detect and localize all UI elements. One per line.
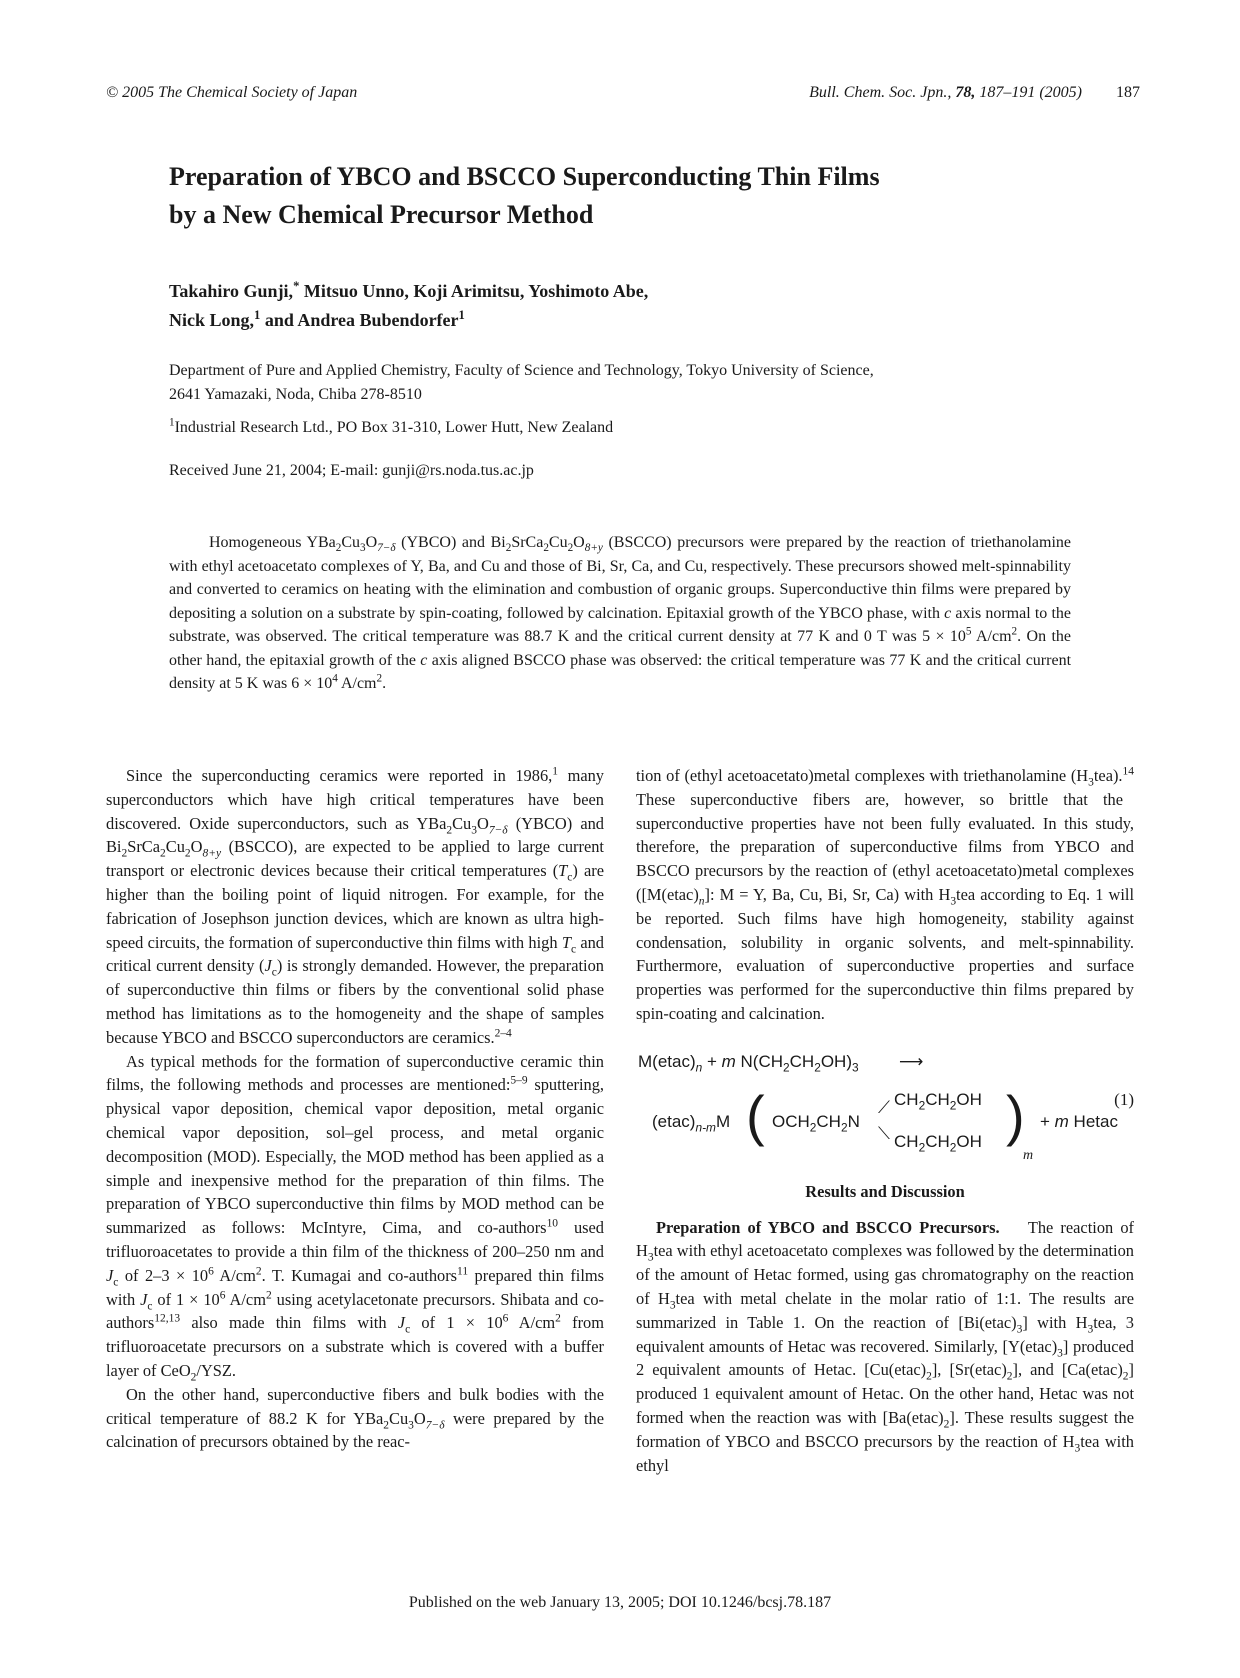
repeat-subscript: m	[1023, 1147, 1034, 1163]
paragraph: Preparation of YBCO and BSCCO Precursors. The reaction of $H_3tea$ with ethyl acetoacetato complexes was followed by the determination of the amount of Hetac formed, using gas chromatography on the reaction of $H_3tea$ with metal chelate in the molar ratio of 1:1. The results are summarized in Table 1. On the reaction of $[Bi(etac)_3]$ with $H_3tea$, 3 equivalent amounts of Hetac was recovered. Similarly, $[Y(etac)_3]$ produced 2 equivalent amounts of Hetac. $[Cu(etac)_2]$, $[Sr(etac)_2]$, and $[Ca(etac)_2]$ produced 1 equivalent amount of Hetac. On the other hand, Hetac was not formed when the reaction was with $[Ba(etac)_2]$. These results suggest the formation of YBCO and BSCCO precursors by the reaction of $H_3tea$ with ethyl	[636, 1217, 1135, 1475]
header-citation	[809, 84, 1140, 102]
affiliation-primary: Department of Pure and Applied Chemistry, Faculty of Science and Technology, Tokyo University of Science, 2641 Yamazaki, Noda, Chiba 278-8510	[169, 362, 874, 403]
equation-chain: $OCH_2CH_2N$	[772, 1111, 860, 1135]
right-parenthesis: )	[1006, 1083, 1025, 1147]
footer-doi: Published on the web January 13, 2005; DOI 10.1246/bcsj.78.187	[408, 1594, 832, 1611]
page-number: 187	[1116, 84, 1140, 101]
paragraph: As typical methods for the formation of superconductive ceramic thin films, the following methods and processes are mentioned:$^{5-9}$ sputtering, physical vapor deposition, chemical vapor deposition, metal organic chemical vapor deposition, sol–gel process, and metal organic decomposition (MOD). Especially, the MOD method has been applied as a simple and inexpensive method for the preparation of thin films. The preparation of YBCO superconductive thin films by MOD method can be summarized as follows: McIntyre, Cima, and co-authors$^{10}$ used trifluoroacetates to provide a thin film of the thickness of 200–250 nm and $J_c$ of $2-3 \times 10^6$ $A/cm^2$. T. Kumagai and co-authors$^{11}$ prepared thin films with $J_c$ of $1 \times 10^6$ $A/cm^2$ using acetylacetonate precursors. Shibata and co-authors$^{12,13}$ also made thin films with $J_c$ of $1 \times 10^6$ $A/cm^2$ from trifluoroacetate precursors on a substrate which is covered with a buffer layer of CeO$_2$/YSZ.	[106, 1051, 605, 1384]
equation-branch-lower: $CH_2CH_2OH$	[894, 1131, 982, 1155]
body-column-right	[636, 764, 1134, 1477]
equation-reactants: $M(etac)_n + m$ $N(CH_2CH_2OH)_3$	[638, 1051, 859, 1075]
received-date-email: Received June 21, 2004; E-mail: gunji@rs.noda.tus.ac.jp	[169, 462, 534, 479]
subsection-heading: Preparation of YBCO and BSCCO Precursors.	[656, 1217, 1000, 1237]
equation-product-prefix: $(etac)_{n-m}M$	[652, 1111, 731, 1135]
equation-byproduct: + m Hetac	[1040, 1111, 1118, 1131]
chemical-equation-1	[636, 1044, 1134, 1162]
paragraph: On the other hand, superconductive fibers and bulk bodies with the critical temperature of 88.2 K for $YBa_2Cu_3O_{7-\delta}$ were prepared by the calcination of precursors obtained by the reac-	[106, 1384, 604, 1452]
abstract: Homogeneous $YBa_2Cu_3O_{7-\delta}$ (YBCO) and $Bi_2SrCa_2Cu_2O_{8+y}$ (BSCCO) precursors were prepared by the reaction of triethanolamine with ethyl acetoacetato complexes of Y, Ba, and Cu and those of Bi, Sr, Ca, and Cu, respectively. These precursors showed melt-spinnability and converted to ceramics on heating with the elimination and combustion of organic groups. Superconductive thin films were prepared by depositing a solution on a substrate by spin-coating, followed by calcination. Epitaxial growth of the YBCO phase, with c axis normal to the substrate, was observed. The critical temperature was 88.7 K and the critical current density at 77 K and 0 T was $5 \times 10^5$ $A/cm^2$. On the other hand, the epitaxial growth of the c axis aligned BSCCO phase was observed: the critical temperature was 77 K and the critical current density at 5 K was $6 \times 10^4$ $A/cm^2$.	[169, 534, 1072, 692]
reaction-arrow-icon: ⟶	[899, 1051, 924, 1071]
journal-volume: 78,	[955, 84, 976, 101]
paper-title: Preparation of YBCO and BSCCO Superconducting Thin Films by a New Chemical Precursor Method	[169, 162, 880, 229]
section-heading: Results and Discussion	[805, 1181, 965, 1201]
equation-number: (1)	[1114, 1089, 1134, 1109]
branch-down-icon: ⟍	[878, 1123, 890, 1143]
journal-pages: 187–191 (2005)	[979, 84, 1082, 101]
affiliation-secondary: $^1$Industrial Research Ltd., PO Box 31-310, Lower Hutt, New Zealand	[169, 416, 614, 436]
author-list: Takahiro Gunji,* Mitsuo Unno, Koji Arimitsu, Yoshimoto Abe, Nick Long,$^1$ and Andrea Bubendorfer$^1$	[169, 279, 649, 330]
branch-up-icon: ⟋	[878, 1097, 890, 1117]
paragraph: Since the superconducting ceramics were reported in 1986,$^1$ many superconductors which have high critical temperatures have been discovered. Oxide superconductors, such as $YBa_2Cu_3O_{7-\delta}$ (YBCO) and $Bi_2SrCa_2Cu_2O_{8+y}$ (BSCCO), are expected to be applied to large current transport or electronic devices because their critical temperatures $(T_c)$ are higher than the boiling point of liquid nitrogen. For example, for the fabrication of Josephson junction devices, which are known as ultra high-speed circuits, the formation of superconductive thin films with high $T_c$ and critical current density $(J_c)$ is strongly demanded. However, the preparation of superconductive thin films or fibers by the conventional solid phase method has limitations as to the homogeneity and the shape of samples because YBCO and BSCCO superconductors are ceramics.$^{2-4}$	[106, 765, 604, 1047]
left-parenthesis: (	[746, 1083, 765, 1147]
body-column-left	[106, 764, 604, 1454]
journal-name: Bull. Chem. Soc. Jpn.,	[809, 84, 952, 101]
equation-branch-upper: $CH_2CH_2OH$	[894, 1089, 982, 1113]
header-copyright: © 2005 The Chemical Society of Japan	[106, 84, 358, 101]
paragraph: tion of (ethyl acetoacetato)metal complexes with triethanolamine $(H_3tea).^{14}$ These superconductive fibers are, however, so brittle that the superconductive properties have not been fully evaluated. In this study, therefore, the preparation of superconductive films from YBCO and BSCCO precursors by the reaction of (ethyl acetoacetato)metal complexes ($[M(etac)_n]$: M = Y, Ba, Cu, Bi, Sr, Ca) with $H_3tea$ according to Eq. 1 will be reported. Such films have high homogeneity, stability against condensation, solubility in organic solvents, and melt-spinnability. Furthermore, evaluation of superconductive properties and surface properties was performed for the superconductive thin films prepared by spin-coating and calcination.	[636, 765, 1134, 1023]
